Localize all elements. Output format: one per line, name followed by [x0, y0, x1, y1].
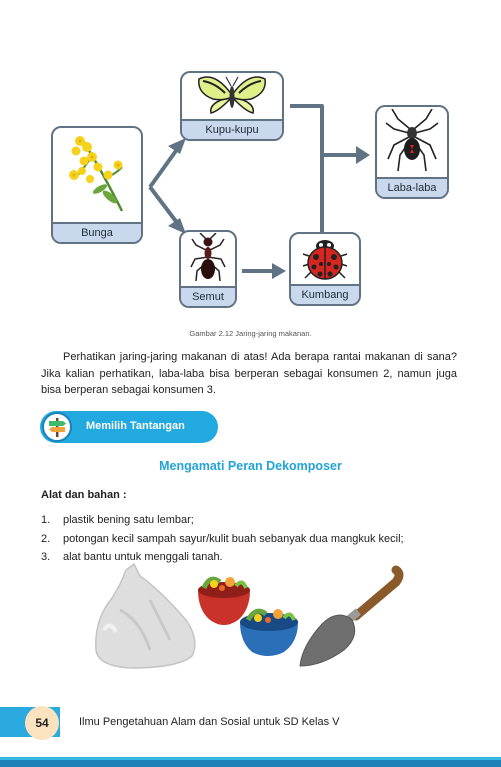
list-item: [41, 530, 461, 549]
bowl-of-scraps-icon: [240, 609, 298, 656]
challenge-label: Memilih Tantangan: [86, 420, 185, 432]
list-item-number: 3.: [41, 551, 51, 563]
materials-heading: Alat dan bahan :: [41, 489, 127, 501]
label-bunga: Bunga: [53, 222, 141, 242]
card-semut: [179, 230, 237, 308]
flower-icon: [53, 128, 141, 222]
activity-title: Mengamati Peran Dekomposer: [159, 459, 342, 473]
label-laba-laba: Laba-laba: [377, 177, 447, 197]
ant-icon: [181, 232, 235, 286]
card-laba-laba: [375, 105, 449, 199]
materials-illustration: [90, 560, 410, 672]
bottom-band: [0, 757, 501, 767]
trowel-icon: [300, 570, 399, 666]
label-kumbang: Kumbang: [291, 284, 359, 304]
bowl-of-scraps-icon: [198, 577, 250, 625]
list-item-text: potongan kecil sampah sayur/kulit buah sebanyak dua mangkuk kecil;: [63, 532, 404, 545]
card-kumbang: [289, 232, 361, 306]
list-item-number: 2.: [41, 532, 51, 545]
figure-caption: Gambar 2.12 Jaring-jaring makanan.: [189, 329, 312, 338]
body-paragraph: [41, 349, 457, 399]
ladybug-icon: [291, 234, 359, 284]
list-item-text: plastik bening satu lembar;: [63, 514, 194, 526]
label-semut: Semut: [181, 286, 235, 306]
page-number: 54: [25, 706, 59, 740]
book-title: Ilmu Pengetahuan Alam dan Sosial untuk SD Kelas V: [79, 716, 340, 728]
plastic-bag-icon: [96, 564, 195, 668]
challenge-banner: [40, 411, 218, 443]
card-kupu-kupu: [180, 71, 284, 141]
card-bunga: [51, 126, 143, 244]
list-item: [41, 511, 461, 530]
signpost-icon: [42, 412, 72, 442]
label-kupu-kupu: Kupu-kupu: [182, 119, 282, 139]
butterfly-icon: [182, 73, 282, 119]
materials-list: [41, 511, 461, 567]
list-item-text: alat bantu untuk menggali tanah.: [63, 551, 223, 563]
body-paragraph-text: Perhatikan jaring-jaring makanan di atas! Ada berapa rantai makanan di sana? Jika kalian perhatikan, laba-laba bisa berperan sebagai konsumen 2, namun juga bisa berperan sebagai konsumen 3.: [41, 351, 457, 396]
list-item-number: 1.: [41, 514, 51, 526]
spider-icon: [377, 107, 447, 177]
